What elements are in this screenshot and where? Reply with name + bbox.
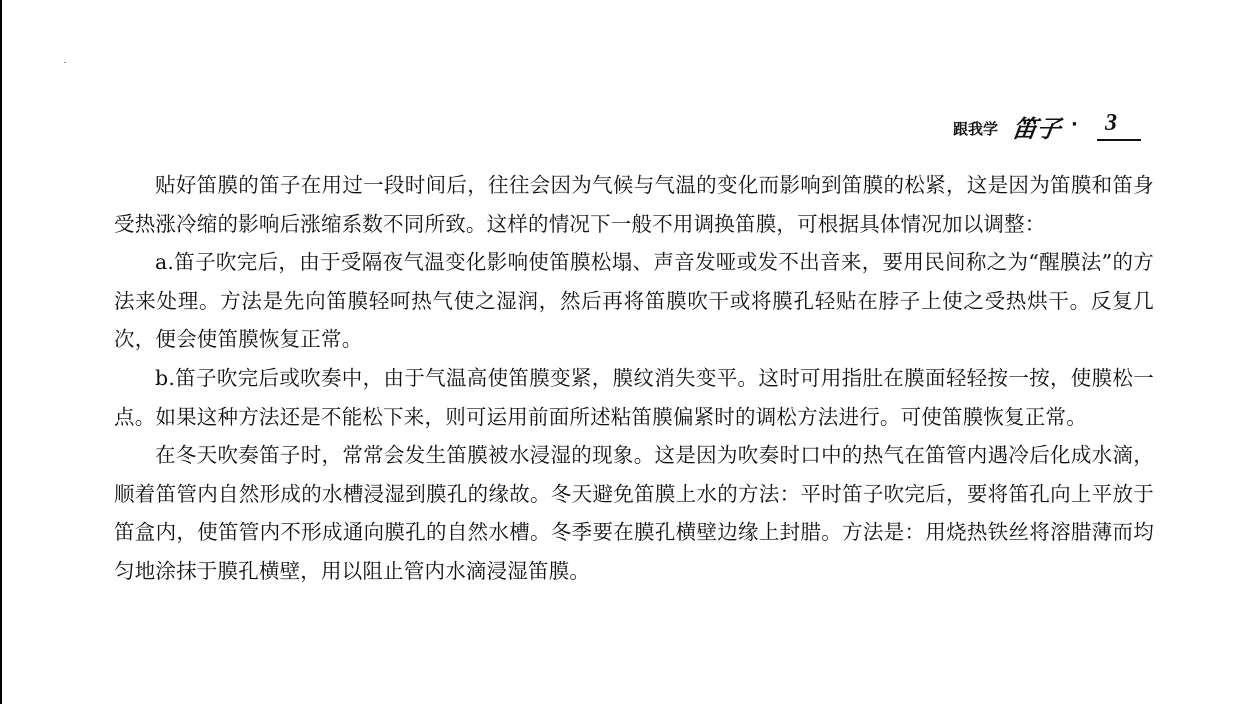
scan-speck	[64, 62, 66, 63]
header-underline	[1097, 139, 1141, 141]
body-text	[114, 166, 1154, 591]
paragraph-item-a: a.笛子吹完后，由于受隔夜气温变化影响使笛膜松塌、声音发哑或发不出音来，要用民间称之为“醒膜法”的方法来处理。方法是先向笛膜轻呵热气使之湿润，然后再将笛膜吹干或将膜孔轻贴在脖子上使之受热烘干。反复几次，便会使笛膜恢复正常。	[114, 250, 1154, 352]
header-separator: ·	[1071, 114, 1078, 135]
page-number: 3	[1105, 110, 1117, 136]
paragraph-winter: 在冬天吹奏笛子时，常常会发生笛膜被水浸湿的现象。这是因为吹奏时口中的热气在笛管内遇冷后化成水滴，顺着笛管内自然形成的水槽浸湿到膜孔的缘故。冬天避免笛膜上水的方法：平时笛子吹完后，要将笛孔向上平放于笛盒内，使笛管内不形成通向膜孔的自然水槽。冬季要在膜孔横壁边缘上封腊。方法是：用烧热铁丝将溶腊薄而均匀地涂抹于膜孔横壁，用以阻止管内水滴浸湿笛膜。	[114, 443, 1154, 583]
header-brand-logo: 笛子	[1010, 115, 1063, 143]
running-header	[947, 112, 1147, 142]
paragraph-item-b: b.笛子吹完后或吹奏中，由于气温高使笛膜变紧，膜纹消失变平。这时可用指肚在膜面轻轻按一按，使膜松一点。如果这种方法还是不能松下来，则可运用前面所述粘笛膜偏紧时的调松方法进行。可使笛膜恢复正常。	[114, 365, 1154, 429]
header-series-label: 跟我学	[953, 120, 999, 138]
paragraph-intro: 贴好笛膜的笛子在用过一段时间后，往往会因为气候与气温的变化而影响到笛膜的松紧，这是因为笛膜和笛身受热涨冷缩的影响后涨缩系数不同所致。这样的情况下一般不用调换笛膜，可根据具体情况加以调整：	[114, 173, 1154, 236]
